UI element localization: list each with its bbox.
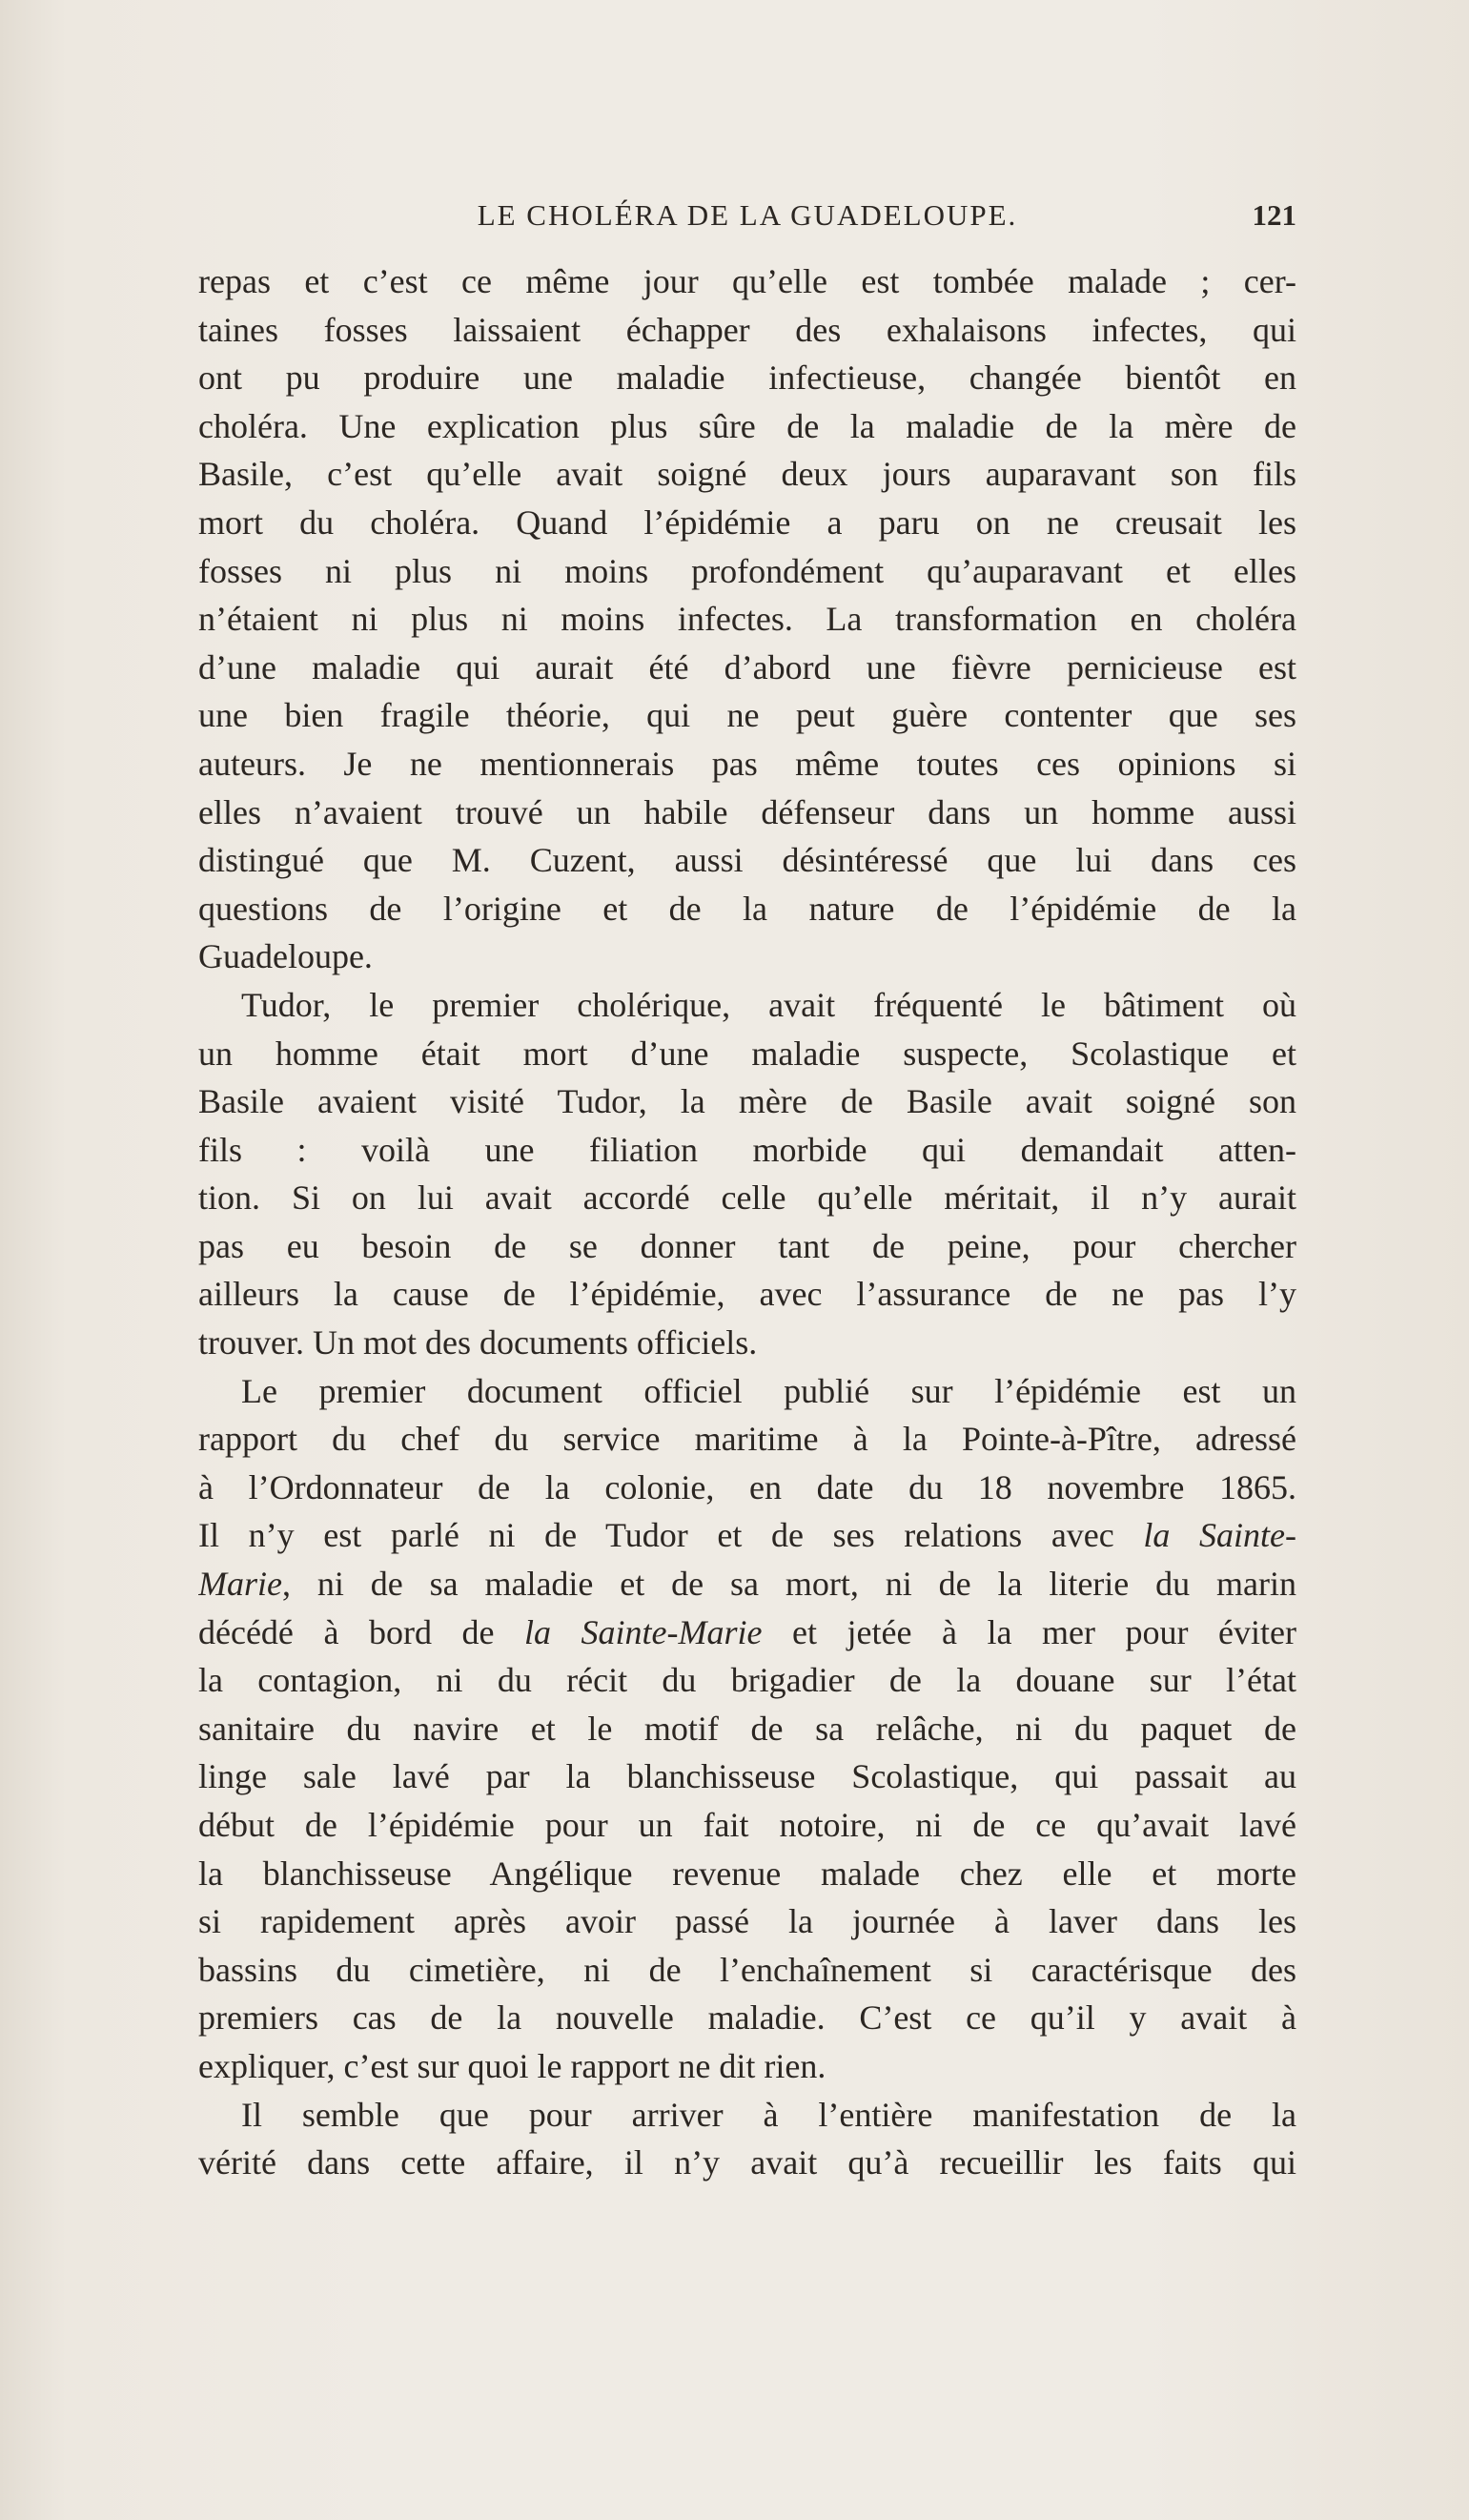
text-line (198, 1608, 1296, 1657)
text-segment: décédé à bord de (198, 1612, 524, 1651)
running-title: LE CHOLÉRA DE LA GUADELOUPE. (477, 198, 1018, 232)
text-line: d’une maladie qui aurait été d’abord une fièvre pernicieuse est (198, 647, 1296, 686)
text-line: une bien fragile théorie, qui ne peut guère contenter que ses (198, 696, 1296, 735)
text-line: fils : voilà une filiation morbide qui demandait atten- (198, 1130, 1296, 1169)
text-line (198, 1511, 1296, 1560)
text-line: un homme était mort d’une maladie suspecte, Scolastique et (198, 1034, 1296, 1073)
text-line: n’étaient ni plus ni moins infectes. La transformation en choléra (198, 600, 1296, 639)
text-line: rapport du chef du service maritime à la Pointe-à-Pître, adressé (198, 1420, 1296, 1459)
italic-segment: Marie (198, 1565, 282, 1604)
text-line: la contagion, ni du récit du brigadier de la douane sur l’état (198, 1661, 1296, 1700)
text-line: pas eu besoin de se donner tant de peine, pour chercher (198, 1226, 1296, 1265)
text-line: la blanchisseuse Angélique revenue malade chez elle et morte (198, 1854, 1296, 1893)
text-line: début de l’épidémie pour un fait notoire, ni de ce qu’avait lavé (198, 1806, 1296, 1844)
italic-segment: la Sainte-Marie (524, 1612, 763, 1651)
text-line: questions de l’origine et de la nature de l’épidémie de la (198, 889, 1296, 928)
text-line: Basile, c’est qu’elle avait soigné deux jours auparavant son fils (198, 455, 1296, 494)
page-number: 121 (1252, 198, 1296, 232)
text-line: premiers cas de la nouvelle maladie. C’est ce qu’il y avait à (198, 1998, 1296, 2038)
text-line (198, 1560, 1296, 1608)
text-line: auteurs. Je ne mentionnerais pas même toutes ces opinions si (198, 744, 1296, 783)
text-line: tion. Si on lui avait accordé celle qu’elle méritait, il n’y aurait (198, 1178, 1296, 1218)
text-line: choléra. Une explication plus sûre de la maladie de la mère de (198, 406, 1296, 445)
text-line: Il semble que pour arriver à l’entière manifestation de la (241, 2095, 1296, 2134)
text-segment: et jetée à la mer pour éviter (762, 1612, 1296, 1651)
text-line: Le premier document officiel publié sur l’épidémie est un (241, 1371, 1296, 1410)
text-line: Tudor, le premier cholérique, avait fréquenté le bâtiment où (241, 985, 1296, 1024)
text-line: expliquer, c’est sur quoi le rapport ne dit rien. (198, 2046, 826, 2085)
text-line: trouver. Un mot des documents officiels. (198, 1323, 758, 1362)
text-line: linge sale lavé par la blanchisseuse Scolastique, qui passait au (198, 1757, 1296, 1796)
text-line: vérité dans cette affaire, il n’y avait qu’à recueillir les faits qui (198, 2143, 1296, 2182)
text-line: ailleurs la cause de l’épidémie, avec l’assurance de ne pas l’y (198, 1275, 1296, 1314)
text-line: à l’Ordonnateur de la colonie, en date du 18 novembre 1865. (198, 1467, 1296, 1506)
text-line: bassins du cimetière, ni de l’enchaînement si caractérisque des (198, 1950, 1296, 1989)
text-line: mort du choléra. Quand l’épidémie a paru on ne creusait les (198, 502, 1296, 542)
text-line: si rapidement après avoir passé la journée à laver dans les (198, 1902, 1296, 1941)
text-line: sanitaire du navire et le motif de sa relâche, ni du paquet de (198, 1709, 1296, 1748)
text-line: taines fosses laissaient échapper des exhalaisons infectes, qui (198, 310, 1296, 349)
text-line: ont pu produire une maladie infectieuse, changée bientôt en (198, 359, 1296, 398)
text-line: Guadeloupe. (198, 937, 373, 976)
running-head (198, 198, 1296, 246)
text-line: elles n’avaient trouvé un habile défenseur dans un homme aussi (198, 792, 1296, 831)
body-text (198, 257, 1296, 2187)
text-segment: Il n’y est parlé ni de Tudor et de ses relations avec (198, 1516, 1144, 1555)
text-line: fosses ni plus ni moins profondément qu’auparavant et elles (198, 551, 1296, 590)
text-segment: , ni de sa maladie et de sa mort, ni de la literie du marin (281, 1565, 1296, 1604)
text-line: Basile avaient visité Tudor, la mère de Basile avait soigné son (198, 1082, 1296, 1121)
text-line: distingué que M. Cuzent, aussi désintéressé que lui dans ces (198, 841, 1296, 880)
text-line: repas et c’est ce même jour qu’elle est tombée malade ; cer- (198, 262, 1296, 300)
italic-segment: la Sainte- (1143, 1516, 1296, 1555)
